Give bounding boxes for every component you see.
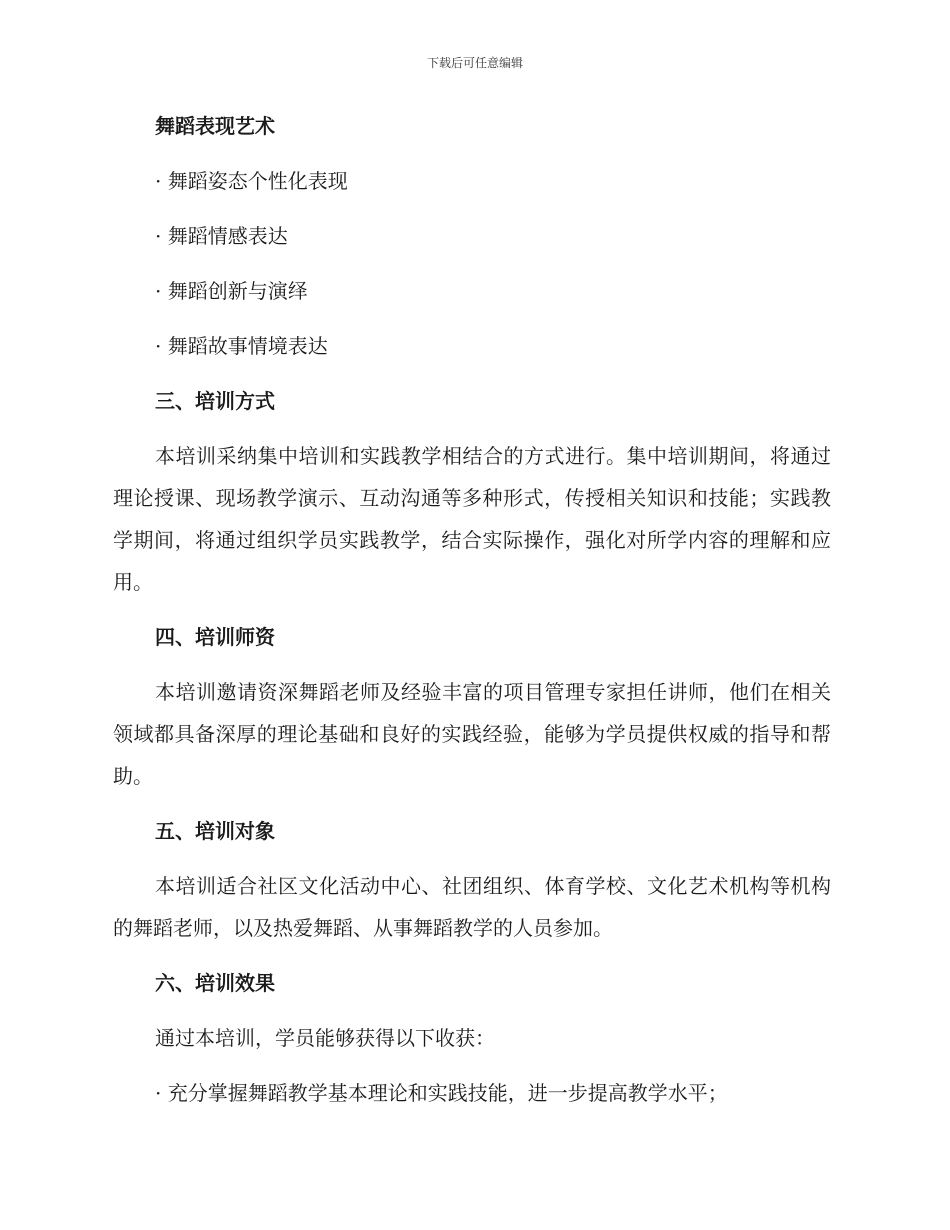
document-body [113,108,831,1130]
paragraph-effect-intro: 通过本培训，学员能够获得以下收获： [155,1026,495,1050]
section-heading-effect: 六、培训效果 [155,971,275,995]
paragraph-teachers: 本培训邀请资深舞蹈老师及经验丰富的项目管理专家担任讲师，他们在相关领域都具备深厚的理论基础和良好的实践经验，能够为学员提供权威的指导和帮助。 [113,680,831,788]
bullet-item: · 舞蹈姿态个性化表现 [155,169,348,193]
bullet-item: · 舞蹈情感表达 [155,224,288,248]
section-heading-teachers: 四、培训师资 [155,625,275,649]
page-header-note: 下载后可任意编辑 [426,56,523,70]
paragraph-audience: 本培训适合社区文化活动中心、社团组织、体育学校、文化艺术机构等机构的舞蹈老师，以及热爱舞蹈、从事舞蹈教学的人员参加。 [113,874,831,940]
bullet-item: · 充分掌握舞蹈教学基本理论和实践技能，进一步提高教学水平； [155,1081,728,1105]
section-heading-audience: 五、培训对象 [155,819,275,843]
bullet-item: · 舞蹈故事情境表达 [155,334,328,358]
section-heading-performance: 舞蹈表现艺术 [155,114,275,138]
section-heading-method: 三、培训方式 [155,389,275,413]
paragraph-method: 本培训采纳集中培训和实践教学相结合的方式进行。集中培训期间，将通过理论授课、现场教学演示、互动沟通等多种形式，传授相关知识和技能；实践教学期间，将通过组织学员实践教学，结合实际操作，强化对所学内容的理解和应用。 [113,444,831,594]
bullet-item: · 舞蹈创新与演绎 [155,279,308,303]
